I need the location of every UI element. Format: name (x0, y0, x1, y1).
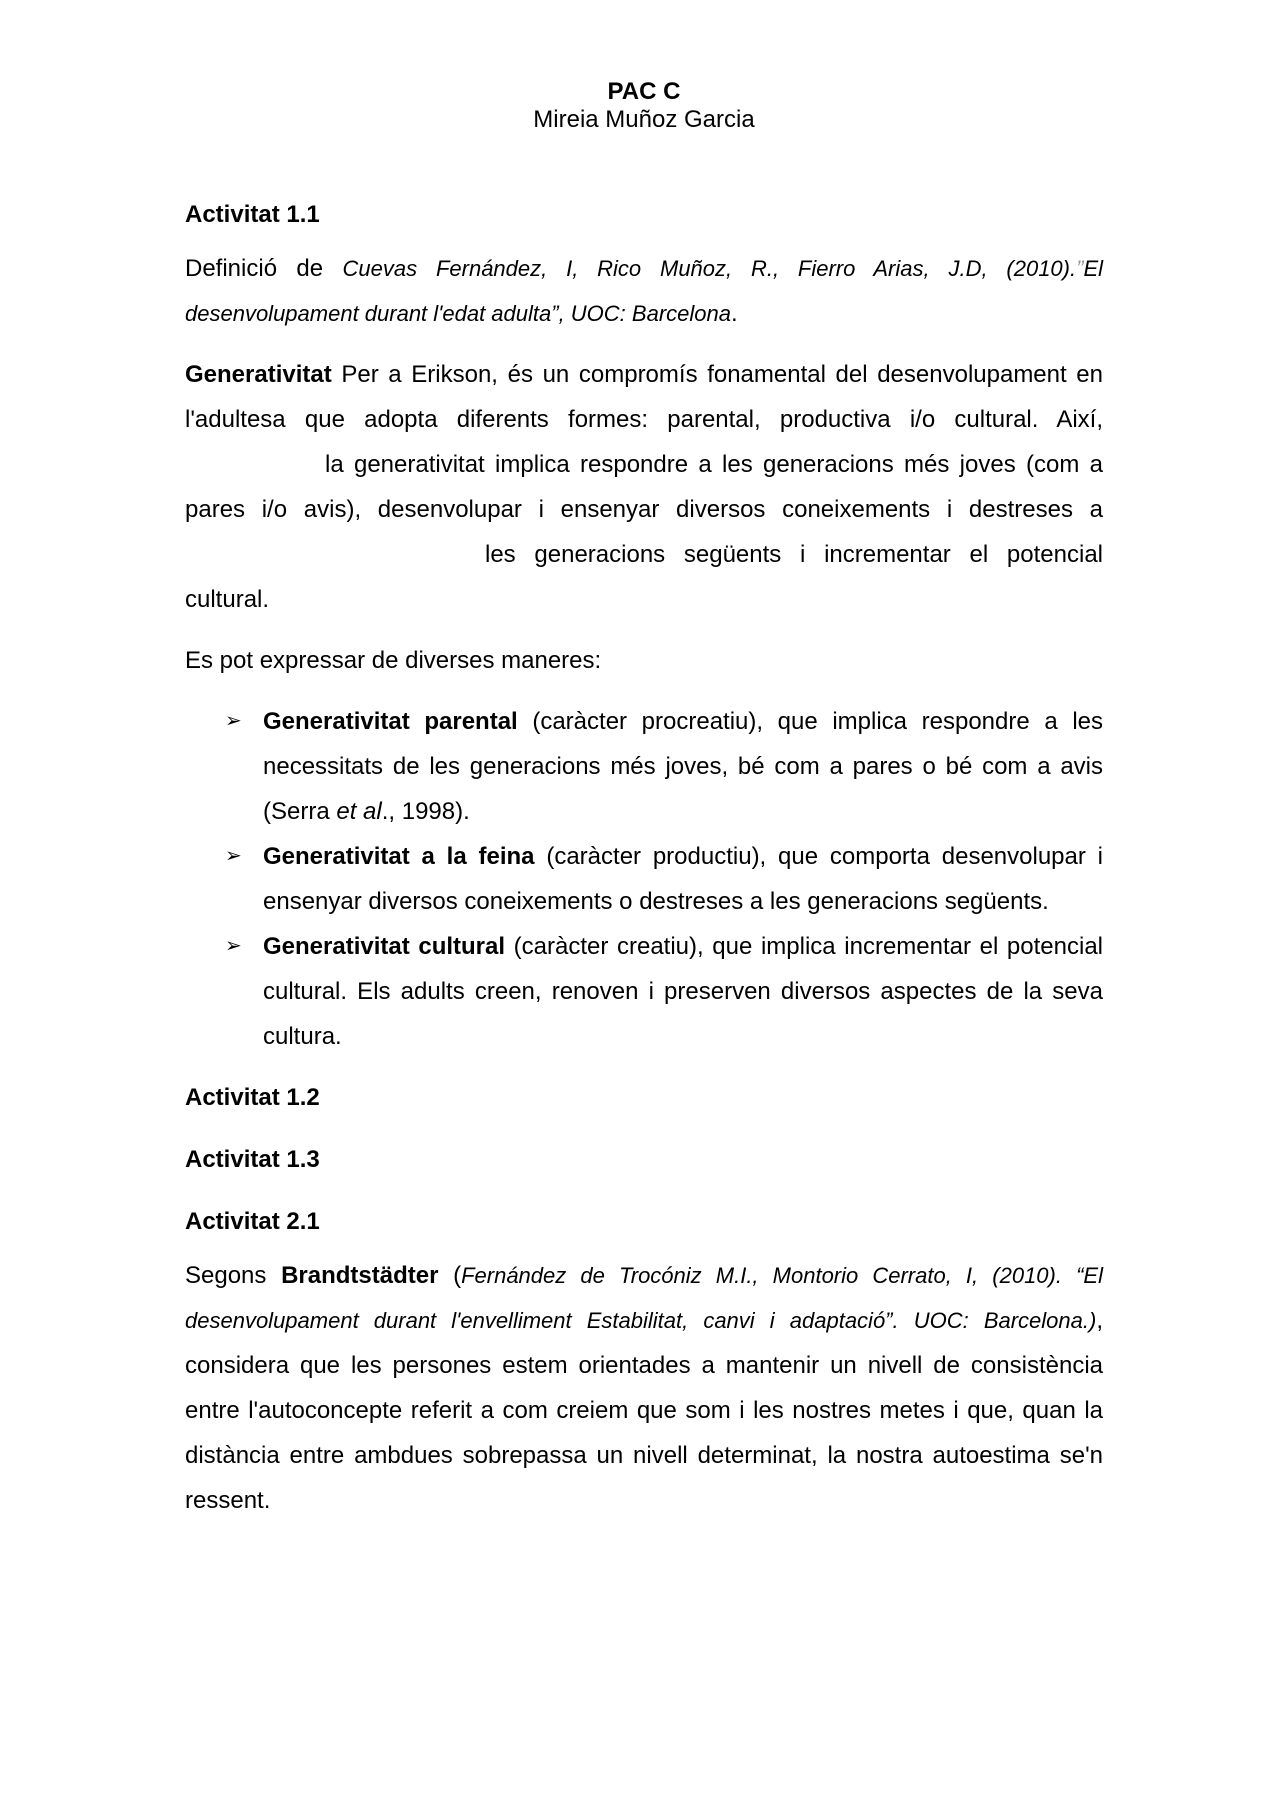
list-item-term: Generativitat cultural (263, 933, 506, 960)
brandtstadter-citation: Fernández de Trocóniz M.I., Montorio Cerrato, I, (2010). “El desenvolupament durant l'envelliment Estabilitat, canvi i adaptació”. UOC: Barcelona.) (185, 1263, 1103, 1333)
document-page (185, 78, 1103, 1523)
arrow-bullet-icon: ➢ (225, 710, 242, 732)
arrow-bullet-icon: ➢ (225, 845, 242, 867)
list-item (185, 699, 1103, 834)
list-item (185, 834, 1103, 924)
definition-quote-mark: ” (1076, 256, 1084, 281)
brandtstadter-text: , considera que les persones estem orientades a mantenir un nivell de consistència entre l'autoconcepte referit a com creiem que som i les nostres metes i que, quan la distància entre ambdues sobrepassa un nivell determinat, la nostra autoestima se'n ressent. (185, 1307, 1103, 1514)
definition-prefix: Definició de (185, 255, 343, 282)
document-header (185, 78, 1103, 134)
list-intro: Es pot expressar de diverses maneres: (185, 647, 602, 674)
generativitat-text-3: les generacions següents i incrementar el potencial cultural. (185, 541, 1103, 613)
document-title: PAC C (607, 78, 681, 105)
brandtstadter-paragraph (185, 1253, 1103, 1523)
list-item-text: (caràcter creatiu), que implica incrementar el potencial cultural. Els adults creen, renoven i preserven diversos aspectes de la seva cultura. (263, 933, 1103, 1050)
heading-activitat-1-3: Activitat 1.3 (185, 1146, 320, 1173)
document-author: Mireia Muñoz Garcia (533, 106, 755, 133)
heading-activitat-2-1: Activitat 2.1 (185, 1208, 320, 1235)
generativitat-text-2: la generativitat implica respondre a les generacions més joves (com a pares i/o avis), desenvolupar i ensenyar diversos coneixements i destreses a (185, 451, 1103, 523)
brandtstadter-paren: ( (438, 1262, 462, 1289)
brandtstadter-prefix: Segons (185, 1262, 282, 1289)
definition-paragraph (185, 246, 1103, 336)
list-item-term: Generativitat a la feina (263, 843, 535, 870)
generativitat-list (185, 699, 1103, 1059)
heading-activitat-1-1: Activitat 1.1 (185, 201, 320, 228)
generativitat-term: Generativitat (185, 361, 332, 388)
list-item (185, 924, 1103, 1059)
definition-period: . (730, 300, 738, 327)
generativitat-paragraph (185, 352, 1103, 622)
list-item-text: (caràcter procreatiu), que implica respondre a les necessitats de les generacions més joves, bé com a pares o bé com a avis (Serra (263, 708, 1104, 825)
brandtstadter-author: Brandtstädter (281, 1262, 439, 1289)
list-item-term: Generativitat parental (263, 708, 518, 735)
definition-title: El desenvolupament durant l'edat adulta”, UOC: Barcelona (185, 256, 1104, 326)
generativitat-text-1: Per a Erikson, és un compromís fonamental del desenvolupament en l'adultesa que adopta diferents formes: parental, productiva i/o cultural. Així, (185, 361, 1103, 433)
arrow-bullet-icon: ➢ (225, 935, 242, 957)
list-item-etal: et al (336, 798, 382, 825)
list-item-text-end: ., 1998). (381, 798, 470, 825)
list-item-text: (caràcter productiu), que comporta desenvolupar i ensenyar diversos coneixements o destreses a les generacions següents. (263, 843, 1103, 915)
heading-activitat-1-2: Activitat 1.2 (185, 1084, 320, 1111)
definition-citation: Cuevas Fernández, I, Rico Muñoz, R., Fierro Arias, J.D, (2010). (342, 256, 1077, 281)
